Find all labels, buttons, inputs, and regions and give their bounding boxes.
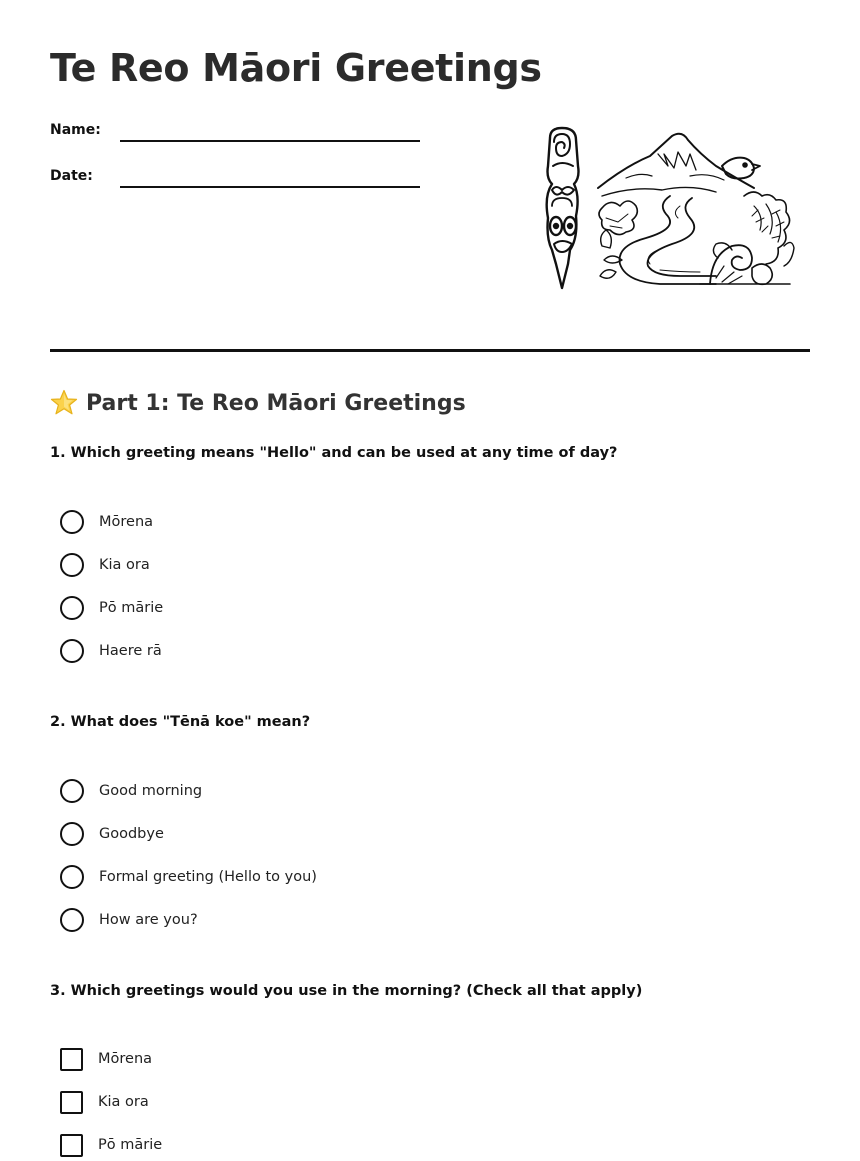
question-1-option-4[interactable]: [60, 639, 162, 663]
option-label: Good morning: [99, 783, 203, 799]
radio-button[interactable]: [60, 779, 84, 803]
option-label: Mōrena: [98, 1051, 153, 1067]
question-3-option-2[interactable]: [60, 1090, 149, 1114]
date-field[interactable]: [50, 164, 430, 196]
question-2-option-2[interactable]: [60, 822, 164, 846]
name-label: Name:: [50, 122, 101, 138]
bird-icon: [722, 158, 760, 179]
radio-button[interactable]: [60, 822, 84, 846]
date-line[interactable]: [120, 186, 420, 188]
question-3-option-3[interactable]: [60, 1133, 162, 1157]
star-icon: [50, 389, 78, 417]
option-label: Goodbye: [99, 826, 164, 842]
question-1-option-1[interactable]: [60, 510, 153, 534]
option-label: Haere rā: [99, 643, 162, 659]
bush-icon: [599, 201, 637, 278]
question-2-option-4[interactable]: [60, 908, 198, 932]
radio-button[interactable]: [60, 639, 84, 663]
section-title: [50, 389, 466, 417]
option-label: Pō mārie: [98, 1137, 163, 1153]
section-title-text: Part 1: Te Reo Māori Greetings: [86, 390, 466, 416]
checkbox[interactable]: [60, 1048, 83, 1071]
option-label: Kia ora: [99, 557, 150, 573]
question-2: 2. What does "Tēnā koe" mean?: [50, 714, 311, 730]
checkbox[interactable]: [60, 1091, 83, 1114]
name-line[interactable]: [120, 140, 420, 142]
mountain-icon: [598, 134, 754, 196]
checkbox[interactable]: [60, 1134, 83, 1157]
section-divider: [50, 349, 810, 352]
radio-button[interactable]: [60, 596, 84, 620]
question-3-option-1[interactable]: [60, 1047, 152, 1071]
option-label: Pō mārie: [99, 600, 164, 616]
river-icon: [620, 196, 716, 284]
name-field[interactable]: [50, 118, 430, 150]
radio-button[interactable]: [60, 553, 84, 577]
question-3: 3. Which greetings would you use in the morning? (Check all that apply): [50, 983, 643, 999]
option-label: Formal greeting (Hello to you): [99, 869, 317, 885]
option-label: How are you?: [99, 912, 198, 928]
date-label: Date:: [50, 168, 93, 184]
question-2-option-1[interactable]: [60, 779, 202, 803]
radio-button[interactable]: [60, 510, 84, 534]
question-1: 1. Which greeting means "Hello" and can be used at any time of day?: [50, 445, 618, 461]
radio-button[interactable]: [60, 908, 84, 932]
page-title: Te Reo Māori Greetings: [50, 46, 542, 90]
pou-carving-icon: [547, 128, 579, 288]
koru-icon: [700, 243, 790, 284]
question-1-option-3[interactable]: [60, 596, 163, 620]
radio-button[interactable]: [60, 865, 84, 889]
question-2-option-3[interactable]: [60, 865, 317, 889]
question-1-option-2[interactable]: [60, 553, 150, 577]
option-label: Kia ora: [98, 1094, 149, 1110]
option-label: Mōrena: [99, 514, 154, 530]
maori-landscape-illustration: [540, 126, 796, 292]
